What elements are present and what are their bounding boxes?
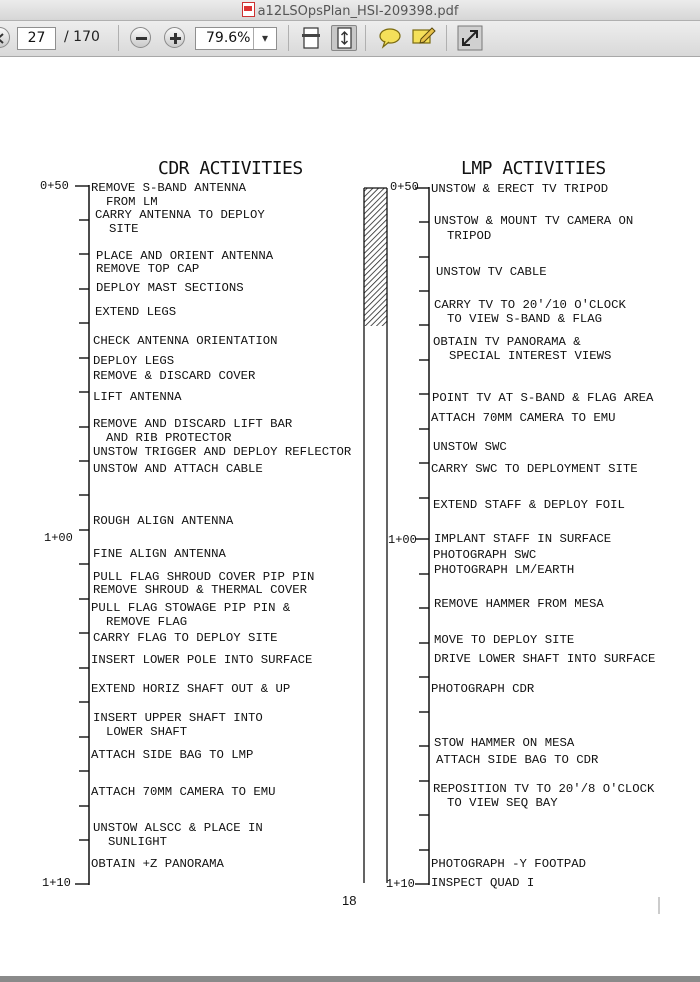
cdr-time-label: 1+00 <box>44 531 73 545</box>
cdr-timeline-ticks <box>75 186 89 884</box>
lmp-activity: OBTAIN TV PANORAMA & <box>433 335 581 349</box>
toolbar-divider <box>365 25 366 51</box>
lmp-activity: MOVE TO DEPLOY SITE <box>434 633 575 647</box>
lmp-activity: INSPECT QUAD I <box>431 876 535 890</box>
cdr-activity: INSERT UPPER SHAFT INTO <box>93 711 263 725</box>
window-bottom-edge <box>0 976 700 982</box>
cdr-activity: REMOVE TOP CAP <box>96 262 200 276</box>
lmp-activity: TRIPOD <box>447 229 492 243</box>
toolbar-divider <box>288 25 289 51</box>
hatched-progress-bar <box>364 188 387 326</box>
zoom-out-button[interactable] <box>130 27 151 48</box>
zoom-in-button[interactable] <box>164 27 185 48</box>
lmp-activity: ATTACH 70MM CAMERA TO EMU <box>431 411 616 425</box>
lmp-activity: PHOTOGRAPH -Y FOOTPAD <box>431 857 586 871</box>
page-back-button[interactable] <box>0 27 10 48</box>
cdr-activity: INSERT LOWER POLE INTO SURFACE <box>91 653 313 667</box>
cdr-activity: EXTEND HORIZ SHAFT OUT & UP <box>91 682 291 696</box>
lmp-activity: UNSTOW & ERECT TV TRIPOD <box>431 182 609 196</box>
chevron-down-icon[interactable]: ▾ <box>253 28 276 49</box>
lmp-activity: PHOTOGRAPH CDR <box>431 682 535 696</box>
cdr-activity: REMOVE & DISCARD COVER <box>93 369 256 383</box>
cdr-activity: LOWER SHAFT <box>106 725 188 739</box>
lmp-time-label: 0+50 <box>390 180 419 194</box>
cdr-activity: SITE <box>109 222 139 236</box>
pdf-page <box>0 57 700 976</box>
chevron-left-icon <box>0 28 11 49</box>
add-note-button[interactable] <box>377 25 403 51</box>
zoom-select[interactable] <box>195 27 277 50</box>
lmp-activity: TO VIEW SEQ BAY <box>447 796 558 810</box>
cdr-activity: UNSTOW AND ATTACH CABLE <box>93 462 263 476</box>
plus-icon <box>165 28 186 49</box>
cdr-time-label: 1+10 <box>42 876 71 890</box>
lmp-activity: DRIVE LOWER SHAFT INTO SURFACE <box>434 652 656 666</box>
lmp-time-label: 1+10 <box>386 877 415 891</box>
window-title-bar <box>0 0 700 21</box>
lmp-activity: REPOSITION TV TO 20'/8 O'CLOCK <box>433 782 655 796</box>
single-page-view-button[interactable] <box>298 25 324 51</box>
cdr-activity: OBTAIN +Z PANORAMA <box>91 857 224 871</box>
lmp-activities-heading: LMP ACTIVITIES <box>461 158 606 179</box>
toolbar-divider <box>118 25 119 51</box>
lmp-activity: SPECIAL INTEREST VIEWS <box>449 349 612 363</box>
cdr-activities-heading: CDR ACTIVITIES <box>158 158 303 179</box>
speech-bubble-icon <box>377 25 403 51</box>
highlight-text-button[interactable] <box>410 25 436 51</box>
lmp-activity: UNSTOW SWC <box>433 440 507 454</box>
cdr-activity: REMOVE S-BAND ANTENNA <box>91 181 246 195</box>
zoom-value: 79.6% <box>206 30 251 46</box>
cdr-activity: UNSTOW ALSCC & PLACE IN <box>93 821 263 835</box>
lmp-time-label: 1+00 <box>388 533 417 547</box>
lmp-activity: POINT TV AT S-BAND & FLAG AREA <box>432 391 654 405</box>
cdr-activity: CARRY FLAG TO DEPLOY SITE <box>93 631 278 645</box>
cdr-activity: FROM LM <box>106 195 158 209</box>
page-footer-number: 18 <box>342 893 357 908</box>
cdr-activity: PULL FLAG STOWAGE PIP PIN & <box>91 601 291 615</box>
document-viewport[interactable] <box>0 57 700 982</box>
page-number-input[interactable]: 27 <box>17 27 56 50</box>
lmp-activity: IMPLANT STAFF IN SURFACE <box>434 532 612 546</box>
cdr-activity: REMOVE AND DISCARD LIFT BAR <box>93 417 293 431</box>
cdr-activity: PULL FLAG SHROUD COVER PIP PIN <box>93 570 315 584</box>
lmp-activity: PHOTOGRAPH LM/EARTH <box>434 563 575 577</box>
cdr-time-label: 0+50 <box>40 179 69 193</box>
cdr-activity: LIFT ANTENNA <box>93 390 182 404</box>
cdr-activity: CHECK ANTENNA ORIENTATION <box>93 334 278 348</box>
expand-arrows-icon <box>457 25 483 51</box>
cdr-activity: UNSTOW TRIGGER AND DEPLOY REFLECTOR <box>93 445 352 459</box>
cdr-activity: AND RIB PROTECTOR <box>106 431 232 445</box>
cdr-activity: FINE ALIGN ANTENNA <box>93 547 226 561</box>
cdr-activity: CARRY ANTENNA TO DEPLOY <box>95 208 265 222</box>
lmp-activity: STOW HAMMER ON MESA <box>434 736 575 750</box>
lmp-activity: EXTEND STAFF & DEPLOY FOIL <box>433 498 625 512</box>
lmp-activity: TO VIEW S-BAND & FLAG <box>447 312 602 326</box>
single-page-icon <box>298 25 324 51</box>
lmp-activity: ATTACH SIDE BAG TO CDR <box>436 753 599 767</box>
continuous-scroll-view-button[interactable] <box>331 25 357 51</box>
minus-icon <box>131 28 152 49</box>
cdr-activity: EXTEND LEGS <box>95 305 177 319</box>
toolbar-divider <box>446 25 447 51</box>
toolbar <box>0 21 700 57</box>
pdf-file-icon <box>242 2 255 17</box>
highlighter-pen-icon <box>410 25 436 51</box>
cdr-activity: PLACE AND ORIENT ANTENNA <box>96 249 274 263</box>
cdr-activity: ATTACH SIDE BAG TO LMP <box>91 748 254 762</box>
cdr-activity: REMOVE FLAG <box>106 615 188 629</box>
lmp-activity: UNSTOW & MOUNT TV CAMERA ON <box>434 214 634 228</box>
cdr-activity: ATTACH 70MM CAMERA TO EMU <box>91 785 276 799</box>
cdr-activity: ROUGH ALIGN ANTENNA <box>93 514 234 528</box>
lmp-activity: REMOVE HAMMER FROM MESA <box>434 597 604 611</box>
lmp-activity: CARRY SWC TO DEPLOYMENT SITE <box>431 462 638 476</box>
cdr-activity: DEPLOY MAST SECTIONS <box>96 281 244 295</box>
full-screen-button[interactable] <box>457 25 483 51</box>
continuous-page-icon <box>332 26 358 52</box>
cdr-activity: DEPLOY LEGS <box>93 354 175 368</box>
window-title <box>0 2 700 19</box>
lmp-activity: PHOTOGRAPH SWC <box>433 548 537 562</box>
lmp-timeline-ticks <box>415 188 429 884</box>
lmp-activity: CARRY TV TO 20'/10 O'CLOCK <box>434 298 626 312</box>
cdr-activity: SUNLIGHT <box>108 835 168 849</box>
page-total-label: / 170 <box>64 29 100 45</box>
cdr-activity: REMOVE SHROUD & THERMAL COVER <box>93 583 308 597</box>
window-title-text: a12LSOpsPlan_HSI-209398.pdf <box>257 4 459 19</box>
lmp-activity: UNSTOW TV CABLE <box>436 265 547 279</box>
